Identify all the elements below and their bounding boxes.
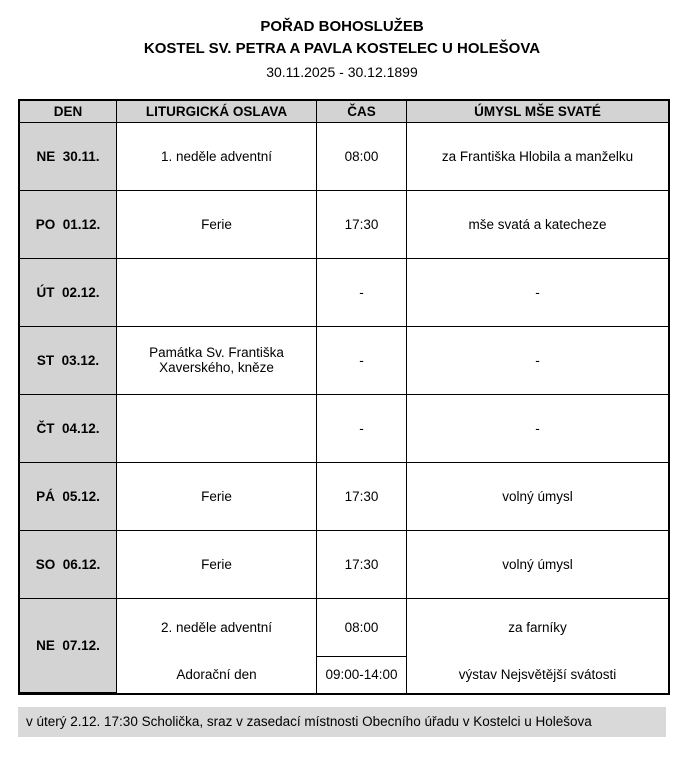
day-cell: SO 06.12. [20,531,117,599]
celebration-cell: Ferie [117,191,317,259]
intention-cell: - [407,395,668,463]
intention-cell: volný úmysl [407,531,668,599]
table-header-row [20,101,668,123]
column-header-umysl: ÚMYSL MŠE SVATÉ [407,101,668,123]
intention-cell: volný úmysl [407,463,668,531]
celebration-cell: Ferie [117,531,317,599]
date-range: 30.11.2025 - 30.12.1899 [266,63,418,80]
day-cell: NE 07.12. [20,599,117,693]
intention-cell: - [407,327,668,395]
celebration-cell: 2. neděle adventní [117,599,317,657]
table-row [20,599,668,657]
intention-cell: mše svatá a katecheze [407,191,668,259]
table-row [20,259,668,327]
intention-cell: za Františka Hlobila a manželku [407,123,668,191]
document-subtitle: KOSTEL SV. PETRA A PAVLA KOSTELEC U HOLEŠOVA [143,39,541,57]
celebration-cell [117,395,317,463]
column-header-oslava: LITURGICKÁ OSLAVA [117,101,317,123]
schedule-table [18,99,670,695]
celebration-cell: Ferie [117,463,317,531]
time-cell: 17:30 [317,191,407,259]
table-row [20,531,668,599]
column-header-den: DEN [20,101,117,123]
day-cell: PÁ 05.12. [20,463,117,531]
footer-note: v úterý 2.12. 17:30 Scholička, sraz v zasedací místnosti Obecního úřadu v Kostelci u Holešova [18,707,666,737]
intention-cell: za farníky [508,620,567,635]
time-cell: 17:30 [317,531,407,599]
celebration-cell: Adorační den [117,657,317,693]
column-header-cas: ČAS [317,101,407,123]
time-cell: 09:00-14:00 [317,657,407,693]
celebration-cell: 1. neděle adventní [117,123,317,191]
time-cell: - [317,327,407,395]
day-cell: NE 30.11. [20,123,117,191]
day-cell: ÚT 02.12. [20,259,117,327]
time-cell: 17:30 [317,463,407,531]
time-cell: - [317,259,407,327]
table-row [20,327,668,395]
time-cell: 08:00 [317,123,407,191]
time-cell: 08:00 [317,599,407,657]
intention-cell: výstav Nejsvětější svátosti [458,667,617,682]
intention-cell: - [407,259,668,327]
table-row [20,463,668,531]
table-row [20,123,668,191]
table-row-sub [20,657,668,693]
day-cell: ST 03.12. [20,327,117,395]
table-row [20,395,668,463]
celebration-cell: Památka Sv. Františka Xaverského, kněze [117,327,317,395]
document-header [18,16,666,83]
document-title: POŘAD BOHOSLUŽEB [260,18,424,35]
day-cell: ČT 04.12. [20,395,117,463]
celebration-cell [117,259,317,327]
day-cell: PO 01.12. [20,191,117,259]
time-cell: - [317,395,407,463]
table-row [20,191,668,259]
